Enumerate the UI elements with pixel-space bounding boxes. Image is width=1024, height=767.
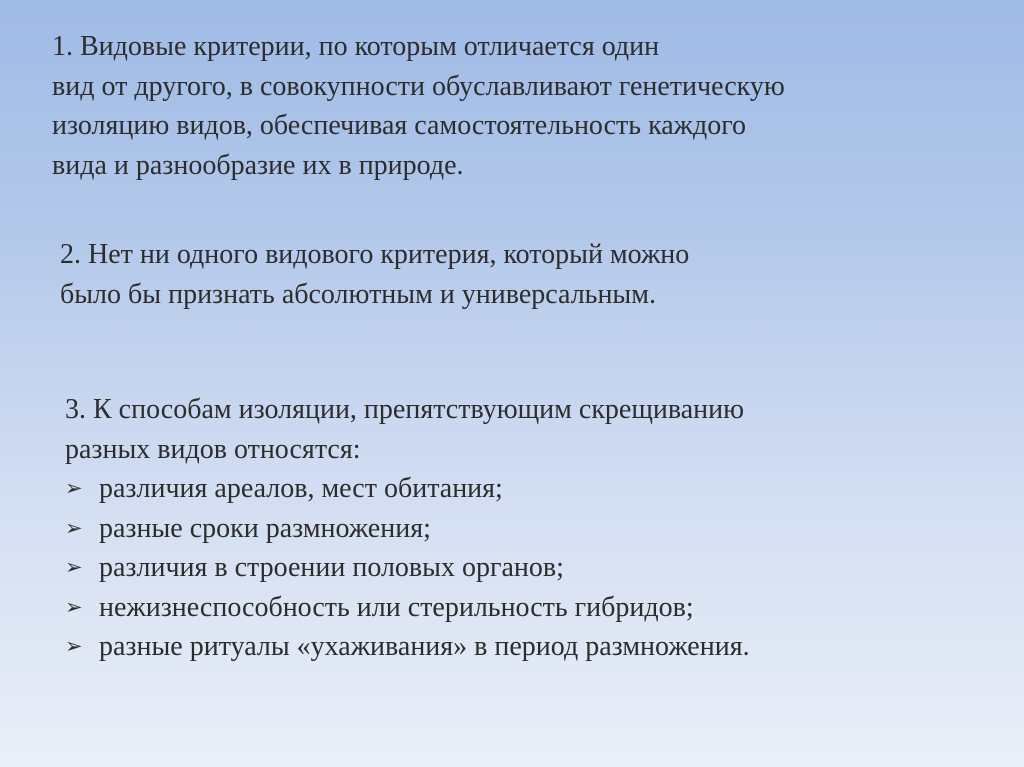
arrowhead-bullet-icon: ➢ xyxy=(65,594,83,619)
list-item xyxy=(65,548,750,588)
arrowhead-bullet-icon: ➢ xyxy=(65,634,83,658)
point-2-line: было бы признать абсолютным и универсальным. xyxy=(60,278,656,310)
list-item xyxy=(65,469,750,509)
arrowhead-bullet-icon: ➢ xyxy=(65,515,83,540)
list-item-text: нежизнеспособность или стерильность гибридов; xyxy=(99,591,694,623)
point-3-intro-line: 3. К способам изоляции, препятствующим скрещиванию xyxy=(65,394,745,425)
point-2-line: 2. Нет ни одного видового критерия, который можно xyxy=(60,239,690,270)
list-item xyxy=(65,588,750,628)
arrowhead-bullet-icon: ➢ xyxy=(65,555,83,579)
point-1-line: изоляцию видов, обеспечивая самостоятельность каждого xyxy=(52,110,747,141)
list-item-text: разные сроки размножения; xyxy=(99,512,431,544)
point-1-line: вида и разнообразие их в природе. xyxy=(52,149,464,181)
list-item xyxy=(65,509,750,549)
point-3-paragraph xyxy=(65,390,750,667)
isolation-methods-list xyxy=(65,469,750,667)
list-item-text: разные ритуалы «ухаживания» в период размножения. xyxy=(99,631,750,662)
point-3-intro-line: разных видов относятся: xyxy=(65,433,361,465)
point-2-paragraph xyxy=(60,235,689,314)
point-1-line: вид от другого, в совокупности обуславливают генетическую xyxy=(52,70,785,102)
arrowhead-bullet-icon: ➢ xyxy=(65,476,83,500)
list-item-text: различия ареалов, мест обитания; xyxy=(99,473,503,504)
point-1-line: 1. Видовые критерии, по которым отличается один xyxy=(52,31,660,62)
list-item xyxy=(65,627,750,667)
point-1-paragraph xyxy=(52,27,785,185)
list-item-text: различия в строении половых органов; xyxy=(99,552,564,583)
